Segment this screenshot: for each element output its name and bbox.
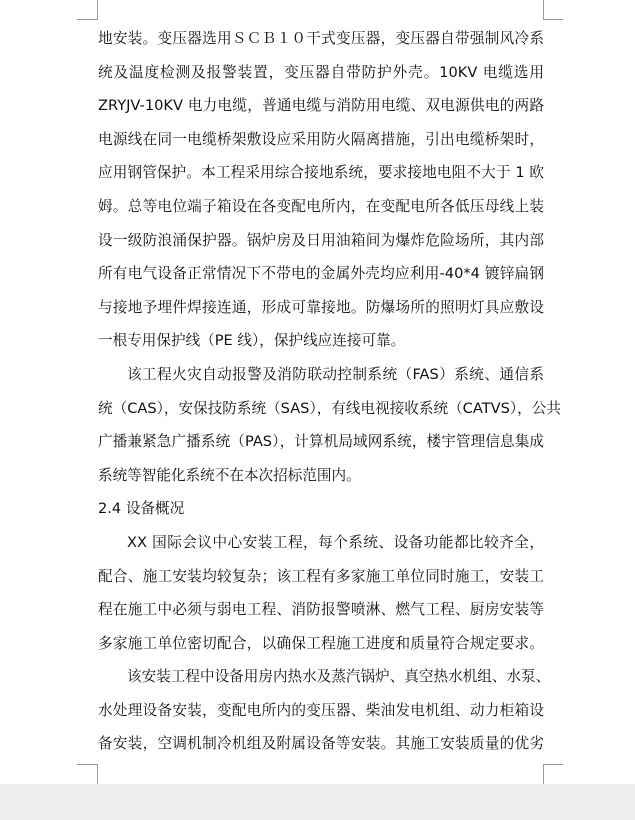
text-line: 多家施工单位密切配合，以确保工程施工进度和质量符合规定要求。: [98, 634, 544, 652]
text-line: 地安装。变压器选用ＳＣＢ１０干式变压器，变压器自带强制风冷系: [98, 30, 544, 47]
crop-mark-top-left-horizontal: [77, 19, 97, 20]
text-line: XX 国际会议中心安装工程，每个系统、设备功能都比较齐全，: [127, 533, 544, 551]
text-line: 该工程火灾自动报警及消防联动控制系统（FAS）系统、通信系: [127, 365, 544, 383]
text-line: 与接地予埋件焊接连通，形成可靠接地。防爆场所的照明灯具应敷设: [98, 298, 544, 316]
crop-mark-bottom-left-horizontal: [77, 764, 97, 765]
document-body: [98, 22, 561, 761]
text-line: 水处理设备安装，变配电所内的变压器、柴油发电机组、动力柜箱设: [98, 701, 544, 719]
crop-mark-bottom-left-vertical: [97, 764, 98, 784]
crop-mark-top-right-vertical: [543, 0, 544, 20]
text-line: 统（CAS），安保技防系统（SAS），有线电视接收系统（CATVS），公共: [98, 399, 561, 417]
page-gap: [0, 784, 635, 820]
text-line: 配合、施工安装均较复杂；该工程有多家施工单位同时施工，安装工: [98, 567, 544, 585]
crop-mark-top-right-horizontal: [543, 19, 563, 20]
section-heading: 2.4 设备概况: [98, 500, 185, 518]
text-line: 所有电气设备正常情况下不带电的金属外壳均应利用-40*4 镀锌扁钢: [98, 265, 544, 283]
text-line: 系统等智能化系统不在本次招标范围内。: [98, 466, 361, 484]
text-line: 统及温度检测及报警装置，变压器自带防护外壳。10KV 电缆选用: [98, 63, 544, 81]
text-line: 该安装工程中设备用房内热水及蒸汽锅炉、真空热水机组、水泵、: [127, 668, 551, 686]
crop-mark-top-left-vertical: [97, 0, 98, 20]
text-line: 设一级防浪涌保护器。锅炉房及日用油箱间为爆炸危险场所，其内部: [98, 231, 544, 249]
text-line: 姆。总等电位端子箱设在各变配电所内，在变配电所各低压母线上装: [98, 197, 544, 215]
text-line: 应用钢管保护。本工程采用综合接地系统，要求接地电阻不大于 1 欧: [98, 164, 544, 182]
text-line: 广播兼紧急广播系统（PAS），计算机局域网系统，楼宇管理信息集成: [98, 433, 544, 451]
text-line: 程在施工中必须与弱电工程、消防报警喷淋、燃气工程、厨房安装等: [98, 601, 544, 619]
crop-mark-bottom-right-horizontal: [543, 764, 563, 765]
text-line: ZRYJV-10KV 电力电缆，普通电缆与消防用电缆、双电源供电的两路: [98, 97, 544, 115]
text-line: 电源线在同一电缆桥架敷设应采用防火隔离措施，引出电缆桥架时，: [98, 130, 544, 148]
crop-mark-bottom-right-vertical: [543, 764, 544, 784]
text-line: 一根专用保护线（PE 线），保护线应连接可靠。: [98, 332, 406, 350]
text-line: 备安装，空调机制冷机组及附属设备等安装。其施工安装质量的优劣: [98, 735, 544, 753]
